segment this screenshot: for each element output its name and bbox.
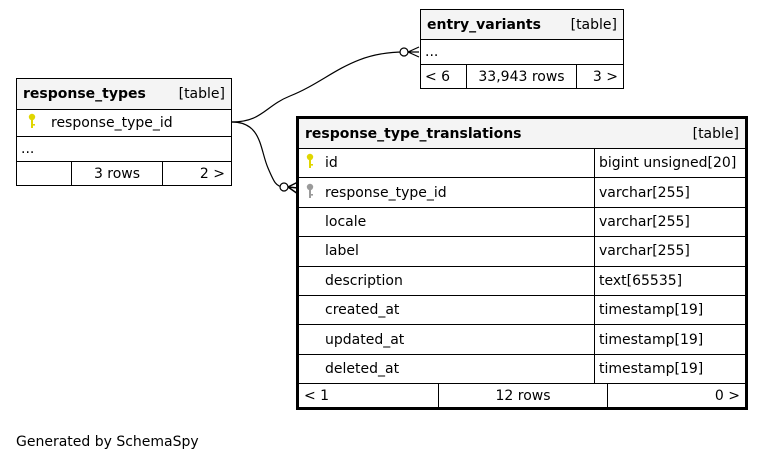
column-row xyxy=(299,267,745,296)
table-name: entry_variants xyxy=(427,16,541,33)
primary-key-icon xyxy=(299,153,321,173)
column-name-cell xyxy=(299,296,595,324)
foreign-key-icon xyxy=(299,183,321,203)
primary-key-icon xyxy=(21,113,43,133)
table-name: response_type_translations xyxy=(305,125,522,142)
column-name-cell xyxy=(299,178,595,206)
table-kind: [table] xyxy=(178,86,225,102)
table-kind: [table] xyxy=(692,125,739,142)
column-type: timestamp[19] xyxy=(599,302,704,319)
zero-optional-marker xyxy=(280,183,288,191)
column-name-cell xyxy=(299,149,595,177)
column-type: timestamp[19] xyxy=(599,360,704,377)
next-link[interactable]: 0 > xyxy=(714,388,740,405)
prev-link[interactable] xyxy=(17,162,72,185)
table-header xyxy=(421,10,623,40)
column-list xyxy=(299,149,745,384)
edge-response-types-translations xyxy=(232,122,284,187)
column-row xyxy=(299,325,745,354)
column-name: description xyxy=(325,272,403,289)
column-row xyxy=(299,178,745,207)
prev-link[interactable]: < 1 xyxy=(299,384,439,408)
column-type: varchar[255] xyxy=(599,184,690,201)
column-name: locale xyxy=(325,213,367,230)
table-kind: [table] xyxy=(570,16,617,33)
column-row xyxy=(421,40,623,65)
column-type: text[65535] xyxy=(599,272,683,289)
row-count: 3 rows xyxy=(72,162,163,185)
table-response-type-translations[interactable] xyxy=(296,116,748,410)
column-name: response_type_id xyxy=(51,115,173,131)
row-count: 12 rows xyxy=(439,384,608,408)
column-name: created_at xyxy=(325,302,400,319)
zero-optional-marker xyxy=(400,48,408,56)
column-row xyxy=(299,208,745,237)
column-name: id xyxy=(325,155,338,172)
column-row xyxy=(299,237,745,266)
column-ellipsis: ... xyxy=(425,44,439,60)
column-row xyxy=(299,149,745,178)
column-name: updated_at xyxy=(325,331,405,348)
table-footer xyxy=(421,65,623,88)
column-name-cell xyxy=(299,237,595,265)
column-name-cell xyxy=(299,355,595,383)
column-type: varchar[255] xyxy=(599,243,690,260)
table-header xyxy=(299,119,745,149)
column-name: deleted_at xyxy=(325,360,400,377)
crow-foot-marker xyxy=(408,47,419,57)
table-header xyxy=(17,79,231,110)
column-row xyxy=(299,296,745,325)
prev-link[interactable]: < 6 xyxy=(421,65,467,88)
column-name-cell xyxy=(299,267,595,295)
table-response-types[interactable] xyxy=(16,78,232,186)
column-row xyxy=(299,355,745,384)
next-link[interactable]: 2 > xyxy=(199,165,225,182)
column-name: label xyxy=(325,243,359,260)
edge-response-types-entry-variants xyxy=(232,52,404,122)
column-row xyxy=(17,137,231,162)
next-link[interactable]: 3 > xyxy=(592,68,618,85)
table-name: response_types xyxy=(23,86,146,102)
row-count: 33,943 rows xyxy=(467,65,577,88)
table-entry-variants[interactable] xyxy=(420,9,624,89)
column-name-cell xyxy=(299,325,595,353)
column-name-cell xyxy=(299,208,595,236)
table-footer xyxy=(17,162,231,185)
generated-by-text: Generated by SchemaSpy xyxy=(16,434,199,450)
column-type: timestamp[19] xyxy=(599,331,704,348)
column-type: varchar[255] xyxy=(599,213,690,230)
column-name: response_type_id xyxy=(325,184,447,201)
table-footer xyxy=(299,384,745,408)
column-type: bigint unsigned[20] xyxy=(599,155,737,172)
column-row xyxy=(17,110,231,137)
column-ellipsis: ... xyxy=(21,141,35,157)
